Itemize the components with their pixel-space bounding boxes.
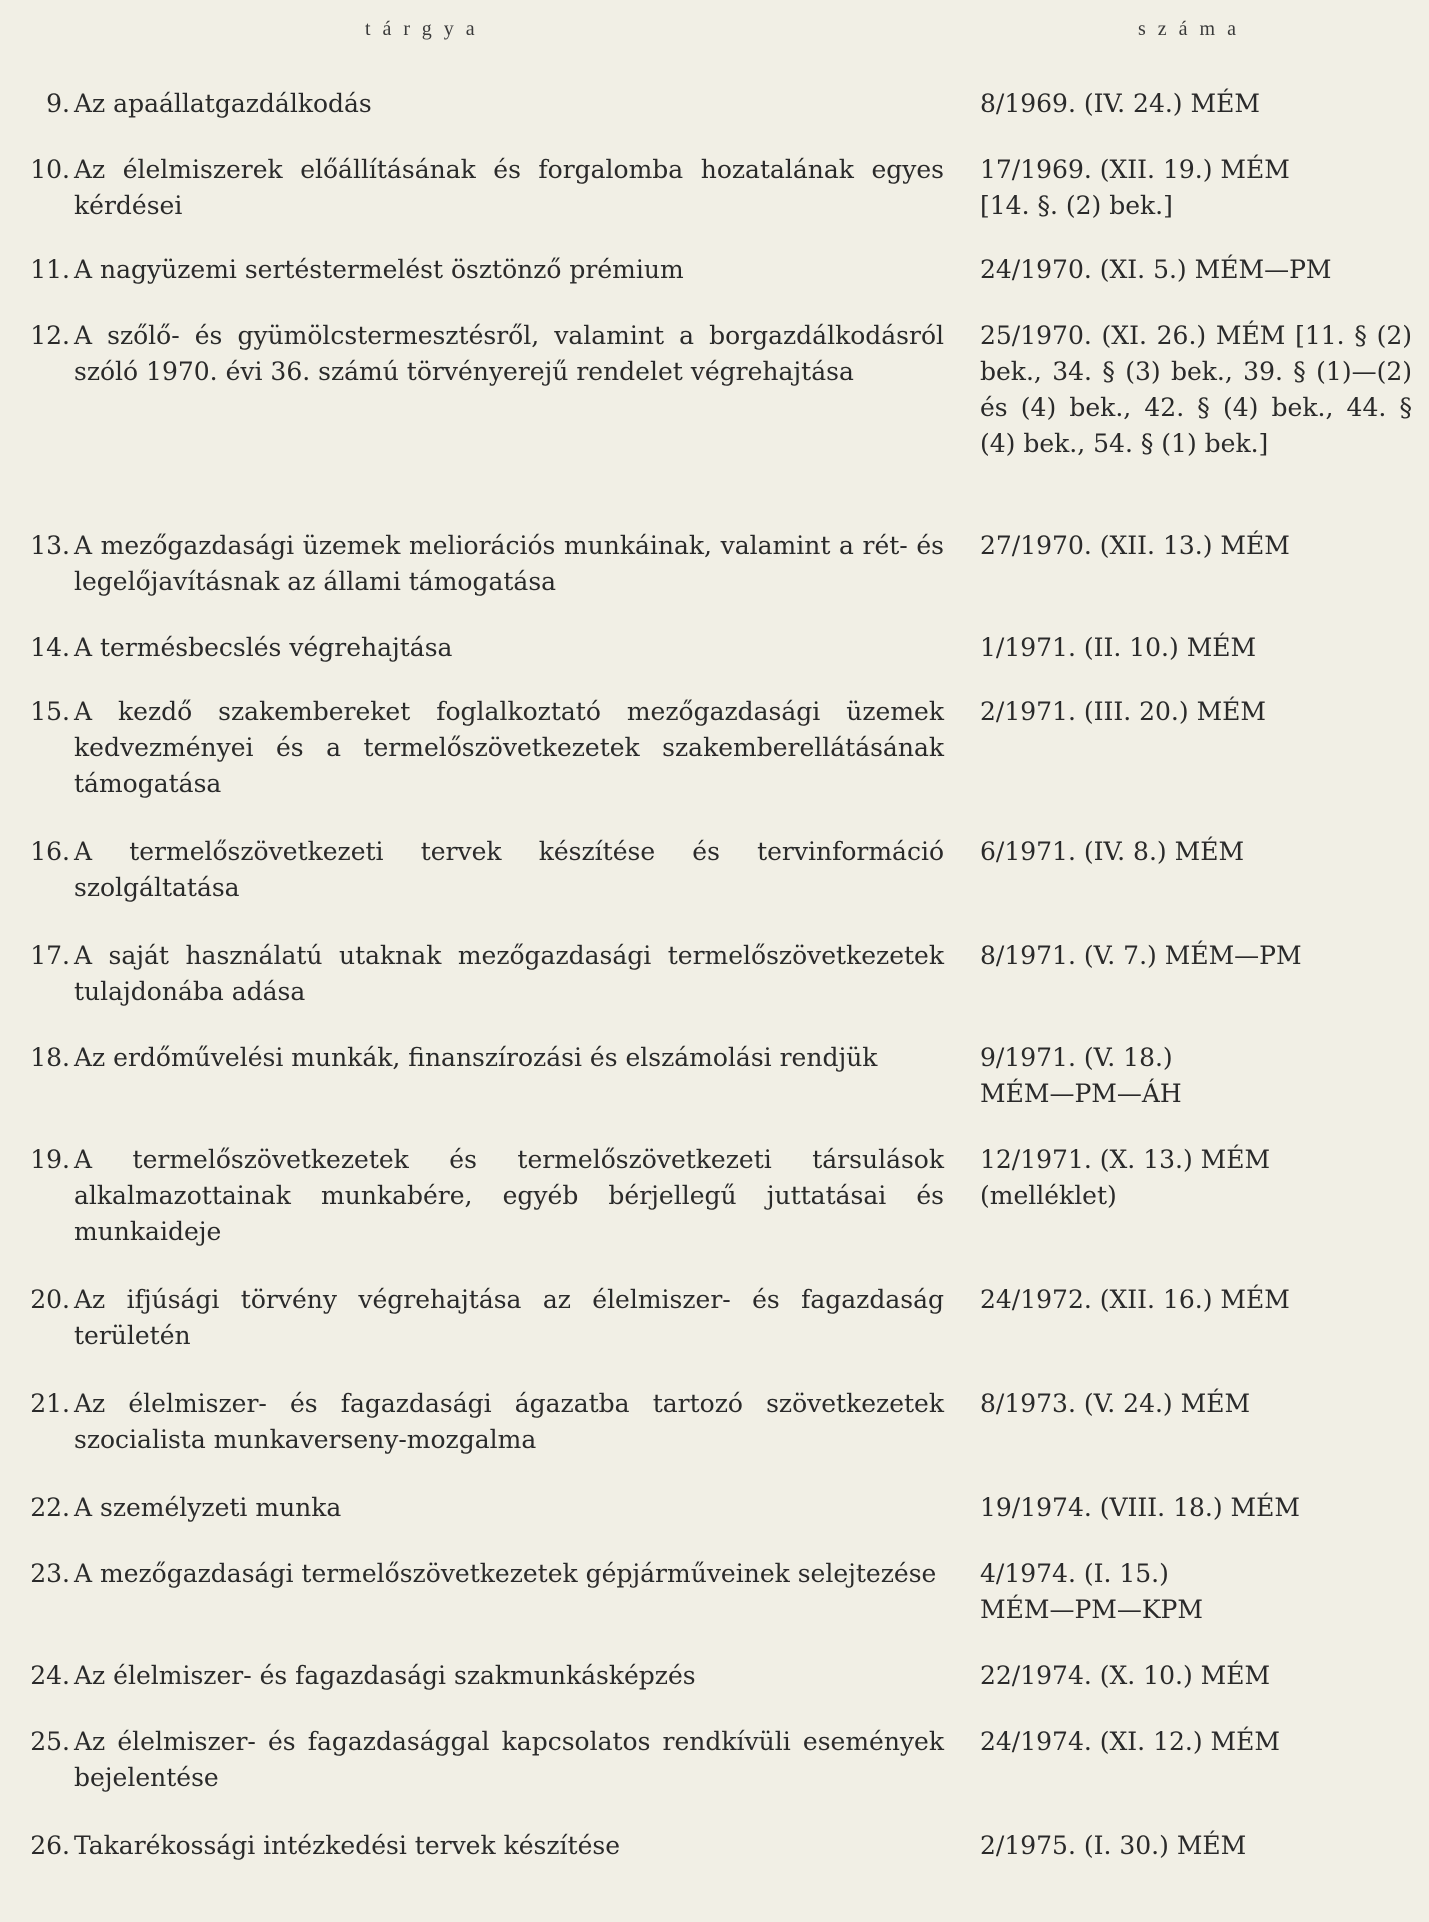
row-decree-number [980,938,1412,974]
decree-number-line: 24/1974. (XI. 12.) MÉM [980,1727,1280,1756]
row-decree-number [980,1386,1412,1422]
decree-number-line: 27/1970. (XII. 13.) MÉM [980,531,1290,560]
row-number: 11. [30,255,70,284]
table-row [0,630,1429,666]
decree-number-line: 24/1970. (XI. 5.) MÉM—PM [980,255,1332,284]
decree-number-line: 6/1971. (IV. 8.) MÉM [980,837,1245,866]
row-decree-number [980,1828,1412,1864]
decree-number-line: 9/1971. (V. 18.) [980,1043,1173,1072]
row-subject: A termelőszövetkezeti tervek készítése és tervinformáció szolgáltatása [74,837,944,902]
table-row [0,318,1429,458]
table-row [0,938,1429,1010]
table-row [0,1658,1429,1694]
row-subject: A termésbecslés végrehajtása [74,633,453,662]
row-number: 15. [30,697,70,726]
row-subject: A mezőgazdasági termelőszövetkezetek gépjárműveinek selejtezése [74,1559,937,1588]
row-subject: A kezdő szakembereket foglalkoztató mezőgazdasági üzemek kedvezményei és a termelőszövetkezetek szakemberellátásának támogatása [74,697,944,798]
row-number: 17. [30,941,70,970]
decree-number-line: 24/1972. (XII. 16.) MÉM [980,1285,1290,1314]
row-number: 14. [30,633,70,662]
row-decree-number [980,318,1412,462]
row-subject: Az élelmiszerek előállításának és forgalomba hozatalának egyes kérdései [74,155,944,220]
row-number: 26. [30,1831,70,1860]
row-number: 9. [46,89,70,118]
decree-number-line: 8/1973. (V. 24.) MÉM [980,1389,1251,1418]
row-number: 22. [30,1493,70,1522]
row-number: 10. [30,155,70,184]
row-number: 20. [30,1285,70,1314]
decree-number-line: 4/1974. (I. 15.) [980,1559,1169,1588]
row-subject: Az erdőművelési munkák, finanszírozási és elszámolási rendjük [74,1043,878,1072]
decree-number-line: 22/1974. (X. 10.) MÉM [980,1661,1271,1690]
row-subject: Az élelmiszer- és fagazdasági szakmunkásképzés [74,1661,696,1690]
row-decree-number [980,694,1412,730]
row-number: 19. [30,1145,70,1174]
row-decree-number [980,834,1412,870]
row-number: 25. [30,1727,70,1756]
decree-number-line: 8/1969. (IV. 24.) MÉM [980,89,1260,118]
row-number: 16. [30,837,70,866]
decree-number-line: 17/1969. (XII. 19.) MÉM [980,155,1290,184]
table-row [0,1556,1429,1624]
header-subject: tárgya [365,18,487,40]
decree-number-line: 1/1971. (II. 10.) MÉM [980,633,1257,662]
table-row [0,252,1429,288]
row-decree-number [980,1282,1412,1318]
row-number: 24. [30,1661,70,1690]
row-subject: Az élelmiszer- és fagazdasággal kapcsolatos rendkívüli események bejelentése [74,1727,944,1792]
row-subject: A mezőgazdasági üzemek meliorációs munkáinak, valamint a rét- és legelőjavításnak az állami támogatása [74,531,944,596]
decree-number-line: MÉM—PM—KPM [980,1595,1203,1624]
row-number: 23. [30,1559,70,1588]
row-number: 13. [30,531,70,560]
table-header [0,18,1429,48]
table-row [0,1386,1429,1458]
row-subject: Az apaállatgazdálkodás [74,89,372,118]
row-decree-number [980,630,1412,666]
table-row [0,152,1429,224]
row-number: 18. [30,1043,70,1072]
row-decree-number [980,1142,1412,1214]
row-subject: A személyzeti munka [74,1493,342,1522]
row-decree-number [980,86,1412,122]
row-subject: A saját használatú utaknak mezőgazdasági termelőszövetkezetek tulajdonába adása [74,941,944,1006]
decree-number-line: (melléklet) [980,1181,1117,1210]
row-decree-number [980,152,1412,224]
row-subject: A nagyüzemi sertéstermelést ösztönző prémium [74,255,684,284]
decree-number-line: 25/1970. (XI. 26.) MÉM [11. § (2) bek., 34. § (3) bek., 39. § (1)—(2) és (4) bek., 42. § (4) bek., 44. § (4) bek., 54. § (1) bek.] [980,321,1412,458]
decree-number-line: 8/1971. (V. 7.) MÉM—PM [980,941,1302,970]
decree-number-line: 19/1974. (VIII. 18.) MÉM [980,1493,1300,1522]
table-row [0,528,1429,600]
table-row [0,1724,1429,1796]
row-subject: A termelőszövetkezetek és termelőszövetkezeti társulások alkalmazottainak munkabére, egyéb bérjellegű juttatásai és munkaideje [74,1145,944,1246]
row-decree-number [980,1490,1412,1526]
row-subject: Az ifjúsági törvény végrehajtása az élelmiszer- és fagazdaság területén [74,1285,944,1350]
table-row [0,1828,1429,1864]
table-row [0,1040,1429,1108]
table-row [0,1142,1429,1250]
row-subject: Takarékossági intézkedési tervek készítése [74,1831,620,1860]
row-subject: Az élelmiszer- és fagazdasági ágazatba tartozó szövetkezetek szocialista munkaverseny-mozgalma [74,1389,944,1454]
table-row [0,834,1429,906]
row-decree-number [980,252,1412,288]
decree-number-line: 2/1971. (III. 20.) MÉM [980,697,1267,726]
table-row [0,694,1429,802]
decree-number-line: MÉM—PM—ÁH [980,1079,1182,1108]
row-decree-number [980,1556,1412,1628]
row-decree-number [980,1724,1412,1760]
row-decree-number [980,528,1412,564]
row-decree-number [980,1040,1412,1112]
header-number: száma [1138,18,1248,40]
table-row [0,86,1429,122]
decree-number-line: 12/1971. (X. 13.) MÉM [980,1145,1271,1174]
decree-number-line: 2/1975. (I. 30.) MÉM [980,1831,1247,1860]
row-subject: A szőlő- és gyümölcstermesztésről, valamint a borgazdálkodásról szóló 1970. évi 36. számú törvényerejű rendelet végrehajtása [74,321,944,386]
table-row [0,1490,1429,1526]
row-number: 21. [30,1389,70,1418]
row-number: 12. [30,321,70,350]
decree-number-line: [14. §. (2) bek.] [980,191,1173,220]
row-decree-number [980,1658,1412,1694]
table-row [0,1282,1429,1354]
